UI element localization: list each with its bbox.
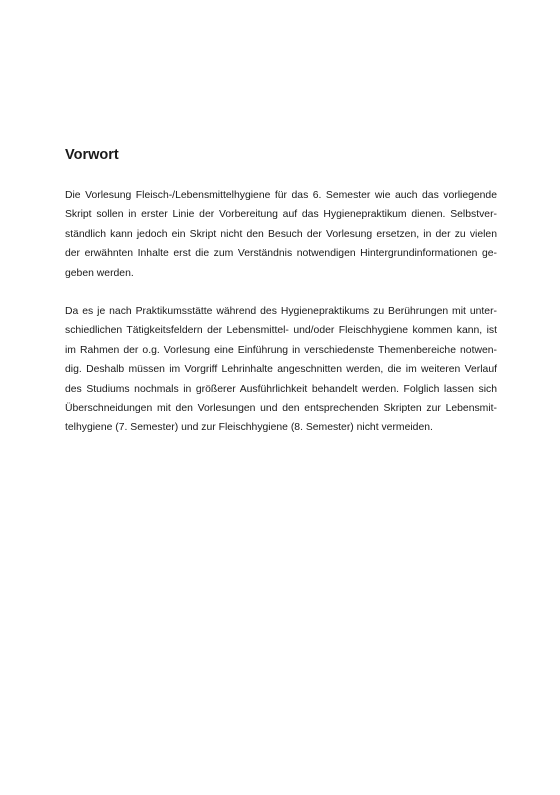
paragraph-2: [65, 302, 497, 438]
text-line: ständlich kann jedoch ein Skript nicht den Besuch der Vorlesung ersetzen, in der zu vielen: [65, 228, 497, 240]
text-line: Da es je nach Praktikumsstätte während des Hygienepraktikums zu Berührungen mit unter-: [65, 305, 497, 317]
text-line: Die Vorlesung Fleisch-/Lebensmittelhygiene für das 6. Semester wie auch das vorliegende: [65, 190, 497, 201]
text-line: der erwähnten Inhalte erst die zum Verständnis notwendigen Hintergrundinformationen ge-: [65, 248, 497, 260]
text-line: dig. Deshalb müssen im Vorgriff Lehrinhalte angeschnitten werden, die im weiteren Verlauf: [65, 364, 497, 376]
page-title: Vorwort: [65, 147, 119, 163]
text-line: Überschneidungen mit den Vorlesungen und den entsprechenden Skripten zur Lebensmit-: [65, 402, 497, 414]
text-line: Skript sollen in erster Linie der Vorbereitung auf das Hygienepraktikum dienen. Selbstver-: [65, 209, 497, 221]
text-line: im Rahmen der o.g. Vorlesung eine Einführung in verschiedenste Themenbereiche notwen-: [65, 344, 497, 356]
paragraph-1: [65, 186, 497, 283]
text-line: geben werden.: [65, 267, 134, 279]
text-line: schiedlichen Tätigkeitsfeldern der Lebensmittel- und/oder Fleischhygiene kommen kann, ist: [65, 325, 497, 337]
text-line: telhygiene (7. Semester) und zur Fleischhygiene (8. Semester) nicht vermeiden.: [65, 422, 433, 434]
text-line: des Studiums nochmals in größerer Ausführlichkeit behandelt werden. Folglich lassen sich: [65, 383, 497, 395]
page-content: [65, 146, 497, 457]
